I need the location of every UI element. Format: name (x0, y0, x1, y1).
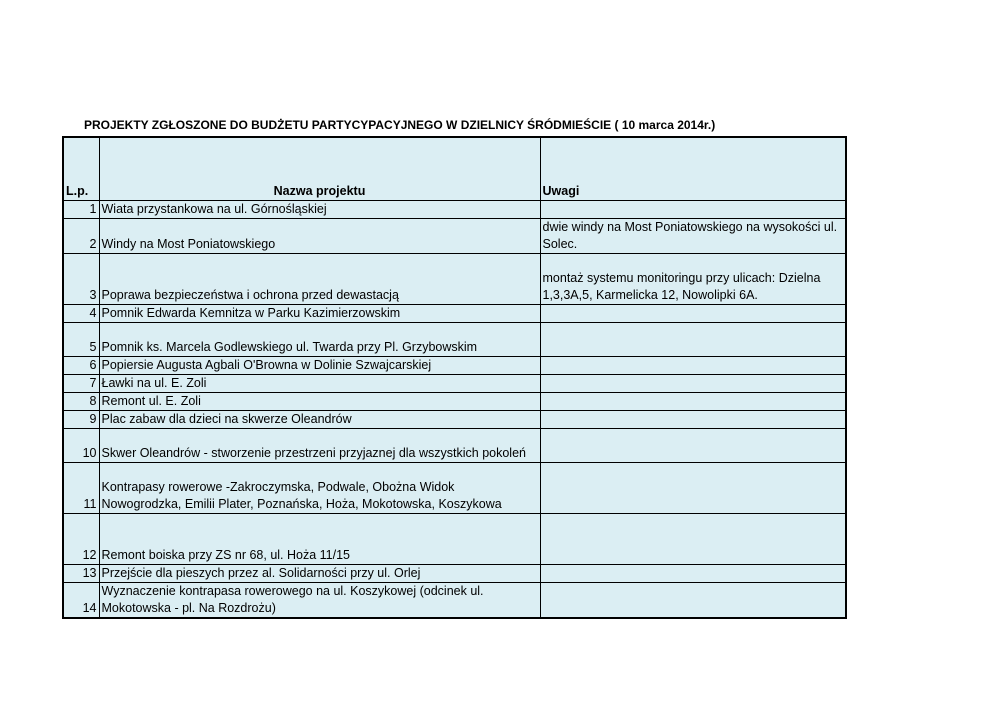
table-row (63, 357, 846, 375)
row-notes (540, 429, 846, 463)
row-notes (540, 411, 846, 429)
row-lp: 10 (63, 429, 99, 463)
row-name: Pomnik Edwarda Kemnitza w Parku Kazimierzowskim (99, 305, 540, 323)
table-row (63, 514, 846, 565)
table-row (63, 254, 846, 305)
row-name: Przejście dla pieszych przez al. Solidarności przy ul. Orlej (99, 565, 540, 583)
table-row (63, 305, 846, 323)
row-notes: dwie windy na Most Poniatowskiego na wysokości ul. Solec. (540, 219, 846, 254)
row-name: Kontrapasy rowerowe -Zakroczymska, Podwale, Obożna Widok Nowogrodzka, Emilii Plater, Poznańska, Hoża, Mokotowska, Koszykowa (99, 463, 540, 514)
row-notes (540, 305, 846, 323)
table-row (63, 463, 846, 514)
row-notes (540, 514, 846, 565)
row-notes (540, 375, 846, 393)
table-header-row (63, 137, 846, 201)
row-notes (540, 393, 846, 411)
row-lp: 2 (63, 219, 99, 254)
header-name: Nazwa projektu (99, 137, 540, 201)
row-name: Poprawa bezpieczeństwa i ochrona przed dewastacją (99, 254, 540, 305)
row-notes (540, 463, 846, 514)
table-row (63, 219, 846, 254)
document-title: PROJEKTY ZGŁOSZONE DO BUDŻETU PARTYCYPACYJNEGO W DZIELNICY ŚRÓDMIEŚCIE ( 10 marca 2014r.) (84, 118, 716, 132)
projects-table (62, 136, 847, 619)
table-row (63, 583, 846, 619)
row-name: Remont ul. E. Zoli (99, 393, 540, 411)
row-lp: 1 (63, 201, 99, 219)
table-row (63, 323, 846, 357)
row-lp: 14 (63, 583, 99, 619)
row-notes: montaż systemu monitoringu przy ulicach: Dzielna 1,3,3A,5, Karmelicka 12, Nowolipki 6A. (540, 254, 846, 305)
header-notes: Uwagi (540, 137, 846, 201)
row-name: Ławki na ul. E. Zoli (99, 375, 540, 393)
table-row (63, 375, 846, 393)
table-row (63, 565, 846, 583)
table-row (63, 411, 846, 429)
row-notes (540, 201, 846, 219)
row-name: Wiata przystankowa na ul. Górnośląskiej (99, 201, 540, 219)
row-lp: 4 (63, 305, 99, 323)
row-notes (540, 357, 846, 375)
table-row (63, 201, 846, 219)
row-lp: 5 (63, 323, 99, 357)
row-name: Pomnik ks. Marcela Godlewskiego ul. Twarda przy Pl. Grzybowskim (99, 323, 540, 357)
row-notes (540, 583, 846, 619)
table-row (63, 393, 846, 411)
row-name: Wyznaczenie kontrapasa rowerowego na ul. Koszykowej (odcinek ul. Mokotowska - pl. Na Rozdrożu) (99, 583, 540, 619)
row-name: Skwer Oleandrów - stworzenie przestrzeni przyjaznej dla wszystkich pokoleń (99, 429, 540, 463)
table-row (63, 429, 846, 463)
row-name: Windy na Most Poniatowskiego (99, 219, 540, 254)
header-lp: L.p. (63, 137, 99, 201)
row-lp: 3 (63, 254, 99, 305)
row-name: Popiersie Augusta Agbali O'Browna w Dolinie Szwajcarskiej (99, 357, 540, 375)
row-lp: 12 (63, 514, 99, 565)
row-notes (540, 323, 846, 357)
row-lp: 9 (63, 411, 99, 429)
row-name: Plac zabaw dla dzieci na skwerze Oleandrów (99, 411, 540, 429)
row-notes (540, 565, 846, 583)
row-lp: 13 (63, 565, 99, 583)
row-lp: 8 (63, 393, 99, 411)
row-name: Remont boiska przy ZS nr 68, ul. Hoża 11/15 (99, 514, 540, 565)
row-lp: 11 (63, 463, 99, 514)
row-lp: 6 (63, 357, 99, 375)
row-lp: 7 (63, 375, 99, 393)
